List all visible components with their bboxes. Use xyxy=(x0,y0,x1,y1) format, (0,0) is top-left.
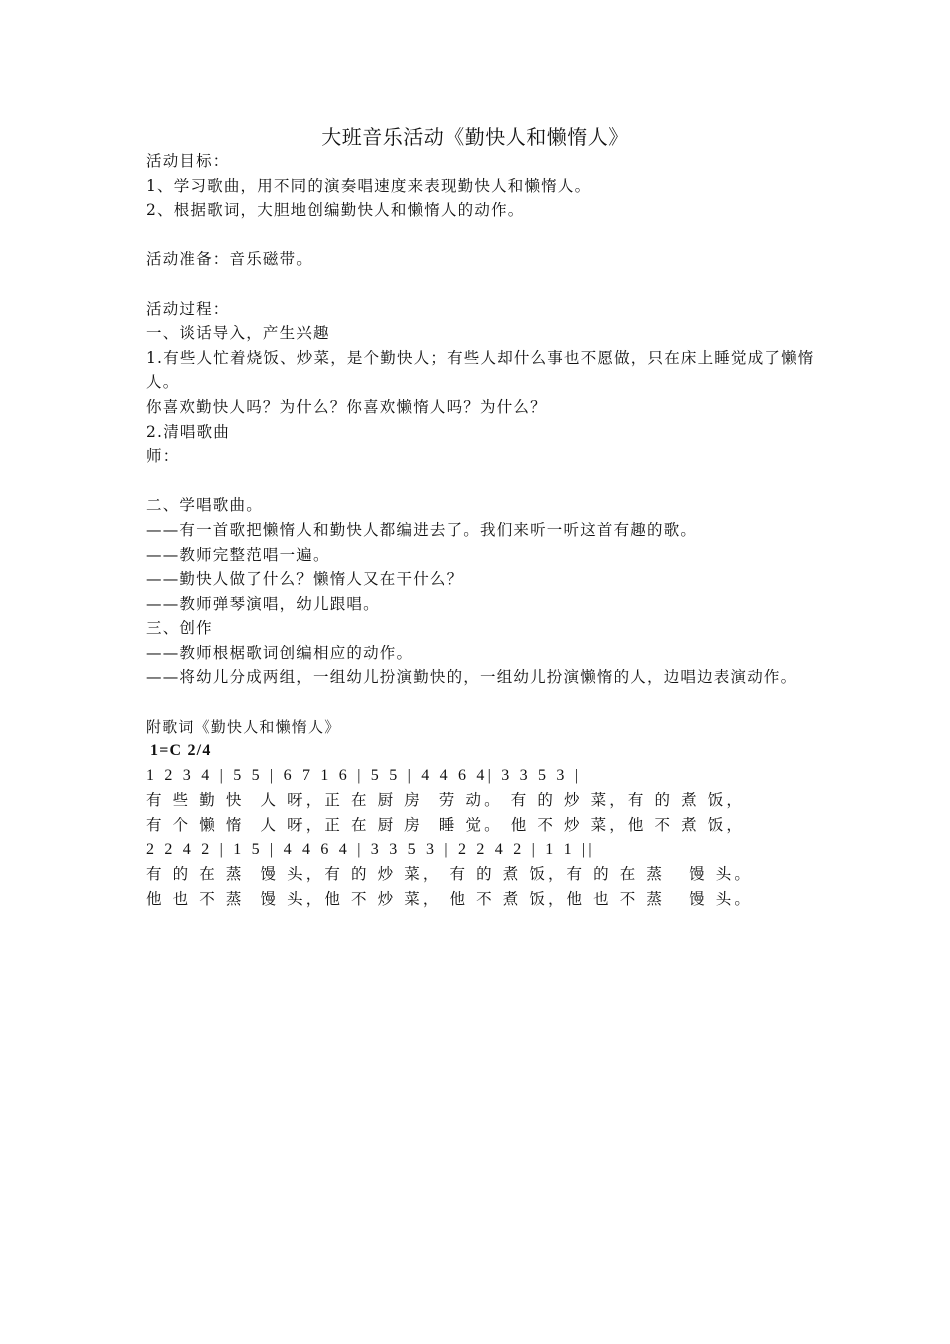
spacer xyxy=(146,690,816,715)
step2-line-4: ——教师弹琴演唱，幼儿跟唱。 xyxy=(146,594,380,613)
goal-2: 2、根据歌词，大胆地创编勤快人和懒惰人的动作。 xyxy=(146,201,525,220)
spacer xyxy=(146,469,816,494)
goal-1: 1、学习歌曲，用不同的演奏唱速度来表现勤快人和懒惰人。 xyxy=(146,176,592,195)
process-heading: 活动过程： xyxy=(146,299,230,318)
step3-heading: 三、创作 xyxy=(146,619,213,638)
step1-paragraph: 1.有些人忙着烧饭、炒菜，是个勤快人；有些人却什么事也不愿做，只在床上睡觉成了懒惰人。 xyxy=(146,348,815,392)
document-title: 大班音乐活动《勤快人和懒惰人》 xyxy=(321,125,629,149)
song-lyric-1b: 有 个 懒 惰 人 呀，正 在 厨 房 睡 觉。 他 不 炒 菜，他 不 煮 饭， xyxy=(146,816,745,835)
document-body xyxy=(146,149,816,911)
step1-teacher: 师： xyxy=(146,447,180,466)
song-key: 1=C 2/4 xyxy=(150,742,212,760)
step2-line-2: ——教师完整范唱一遍。 xyxy=(146,545,330,564)
song-lyric-2a: 有 的 在 蒸 馒 头，有 的 炒 菜， 有 的 煮 饭，有 的 在 蒸 馒 头。 xyxy=(146,865,753,884)
song-lyric-1a: 有 些 勤 快 人 呀，正 在 厨 房 劳 动。 有 的 炒 菜，有 的 煮 饭， xyxy=(146,791,745,810)
preparation: 活动准备：音乐磁带。 xyxy=(146,250,314,269)
step2-line-1: ——有一首歌把懒惰人和勤快人都编进去了。我们来听一听这首有趣的歌。 xyxy=(146,520,698,539)
step1-questions: 你喜欢勤快人吗？为什么？你喜欢懒惰人吗？为什么？ xyxy=(146,397,547,416)
goals-heading: 活动目标： xyxy=(146,152,230,170)
step1-heading: 一、谈话导入，产生兴趣 xyxy=(146,324,330,343)
appendix-heading: 附歌词《勤快人和懒惰人》 xyxy=(146,717,341,736)
step3-line-2: ——将幼儿分成两组，一组幼儿扮演勤快的，一组幼儿扮演懒惰的人，边唱边表演动作。 xyxy=(146,668,798,687)
spacer xyxy=(146,272,816,297)
spacer xyxy=(146,223,816,248)
song-notes-1: 1 2 3 4 | 5 5 | 6 7 1 6 | 5 5 | 4 4 6 4| 3 3 5 3 | xyxy=(146,766,582,784)
step2-line-3: ——勤快人做了什么？懒惰人又在干什么？ xyxy=(146,570,464,589)
step3-line-1: ——教师根椐歌词创编相应的动作。 xyxy=(146,643,414,662)
song-notes-2: 2 2 4 2 | 1 5 | 4 4 6 4 | 3 3 5 3 | 2 2 4 2 | 1 1 || xyxy=(146,840,595,858)
step1-sing: 2.清唱歌曲 xyxy=(146,422,230,441)
song-lyric-2b: 他 也 不 蒸 馒 头，他 不 炒 菜， 他 不 煮 饭，他 也 不 蒸 馒 头。 xyxy=(146,889,753,908)
step2-heading: 二、学唱歌曲。 xyxy=(146,496,263,515)
